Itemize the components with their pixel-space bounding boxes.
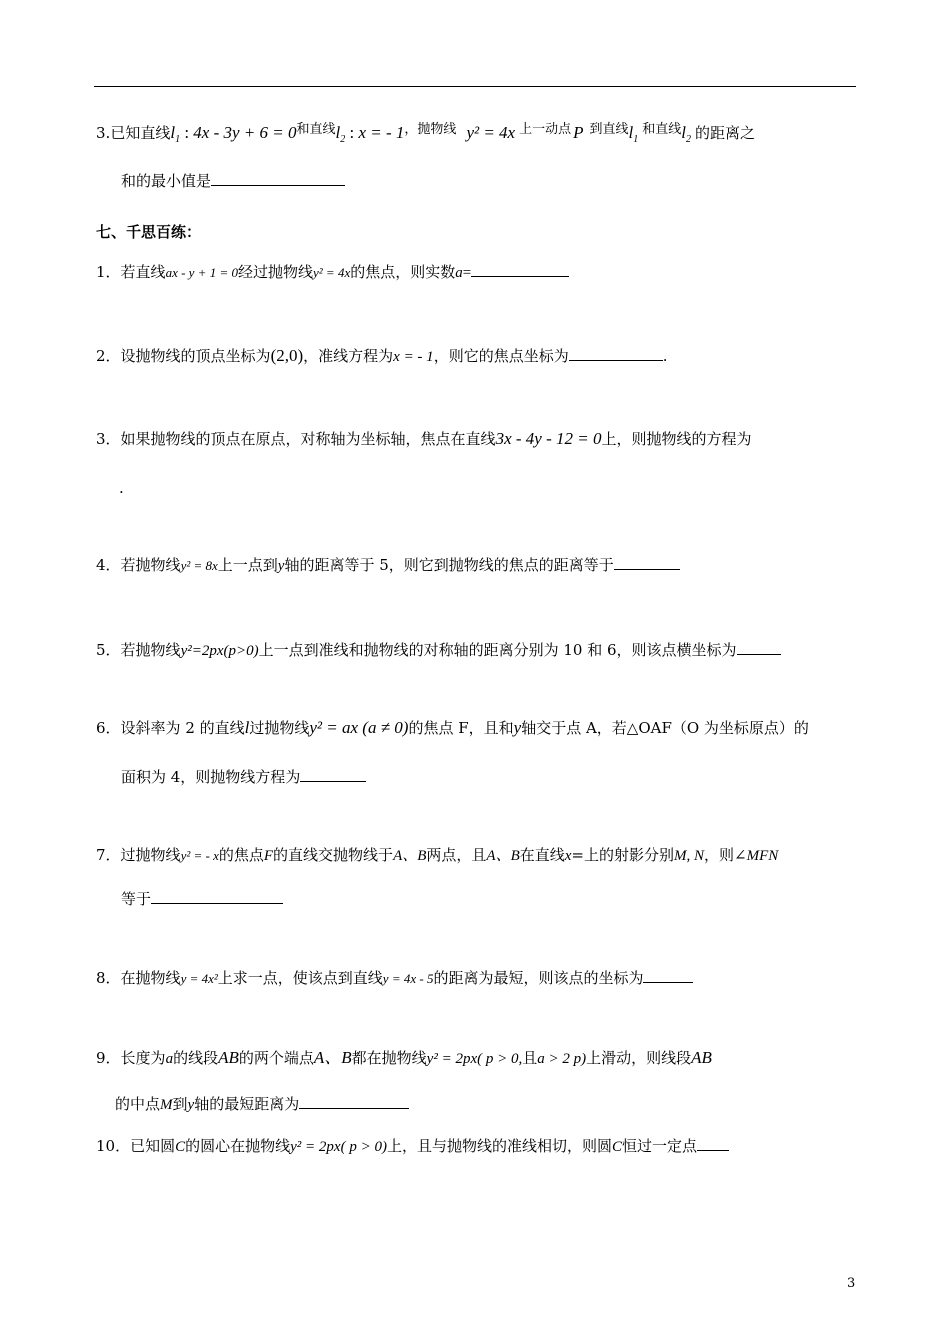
- answer-blank[interactable]: [697, 1136, 729, 1151]
- answer-blank[interactable]: [643, 968, 693, 983]
- answer-blank[interactable]: [737, 640, 781, 655]
- answer-blank[interactable]: [614, 555, 680, 570]
- l2-label: $l_2$: [335, 123, 346, 145]
- question-10: 10．已知圆C的圆心在抛物线y² = 2px( p > 0)上，且与抛物线的准线相切，则圆C恒过一定点: [96, 1136, 729, 1157]
- question-3: 3．如果抛物线的顶点在原点，对称轴为坐标轴，焦点在直线3x - 4y - 12 = 0上，则抛物线的方程为: [96, 429, 752, 448]
- question-4: 4．若抛物线y² = 8x上一点到y轴的距离等于 5，则它到抛物线的焦点的距离等于: [96, 555, 680, 576]
- header-rule: [94, 86, 856, 87]
- page-number: 3: [847, 1276, 856, 1291]
- answer-blank[interactable]: [299, 1094, 409, 1109]
- answer-blank[interactable]: [300, 767, 366, 782]
- question-7: 7．过抛物线y² = - x的焦点F的直线交抛物线于A、B两点，且A、B在直线x=上的射影分别M, N，则∠MFN: [96, 846, 779, 864]
- prev-question-3: 3.已知直线$l_1$ : 4x - 3y + 6 = 0和直线$l_2$ : x = - 1，抛物线 y² = 4x 上一动点 P 到直线$l_1$和直线$l_2$ 的距离之: [96, 122, 756, 145]
- question-1: 1．若直线ax - y + 1 = 0经过抛物线y² = 4x的焦点，则实数a=: [96, 262, 569, 283]
- answer-blank[interactable]: [471, 262, 569, 277]
- question-6: 6．设斜率为 2 的直线l过抛物线y² = ax (a ≠ 0)的焦点 F，且和y轴交于点 A，若△OAF（O 为坐标原点）的: [96, 718, 809, 737]
- l1-label: $l_1$: [170, 123, 181, 145]
- prev-question-3-line2: 和的最小值是: [121, 171, 345, 191]
- question-9-line2: 的中点M到y轴的最短距离为: [115, 1094, 409, 1115]
- question-2: 2．设抛物线的顶点坐标为(2,0)，准线方程为x = - 1，则它的焦点坐标为 .: [96, 346, 668, 365]
- question-3-line2: .: [119, 479, 124, 497]
- question-9: 9．长度为a的线段AB的两个端点A、B都在抛物线y² = 2px( p > 0,且a > 2 p)上滑动，则线段AB: [96, 1048, 712, 1067]
- question-5: 5．若抛物线y²=2px(p>0)上一点到准线和抛物线的对称轴的距离分别为 10 和 6，则该点横坐标为: [96, 640, 781, 661]
- section-title: 七、千思百练：: [96, 223, 202, 241]
- question-6-line2: 面积为 4，则抛物线方程为: [121, 767, 366, 787]
- question-8: 8．在抛物线y = 4x²上求一点，使该点到直线y = 4x - 5的距离为最短，则该点的坐标为: [96, 968, 693, 989]
- answer-blank[interactable]: [151, 889, 283, 904]
- answer-blank[interactable]: [569, 346, 663, 361]
- answer-blank[interactable]: [211, 171, 345, 186]
- question-7-line2: 等于: [121, 889, 283, 909]
